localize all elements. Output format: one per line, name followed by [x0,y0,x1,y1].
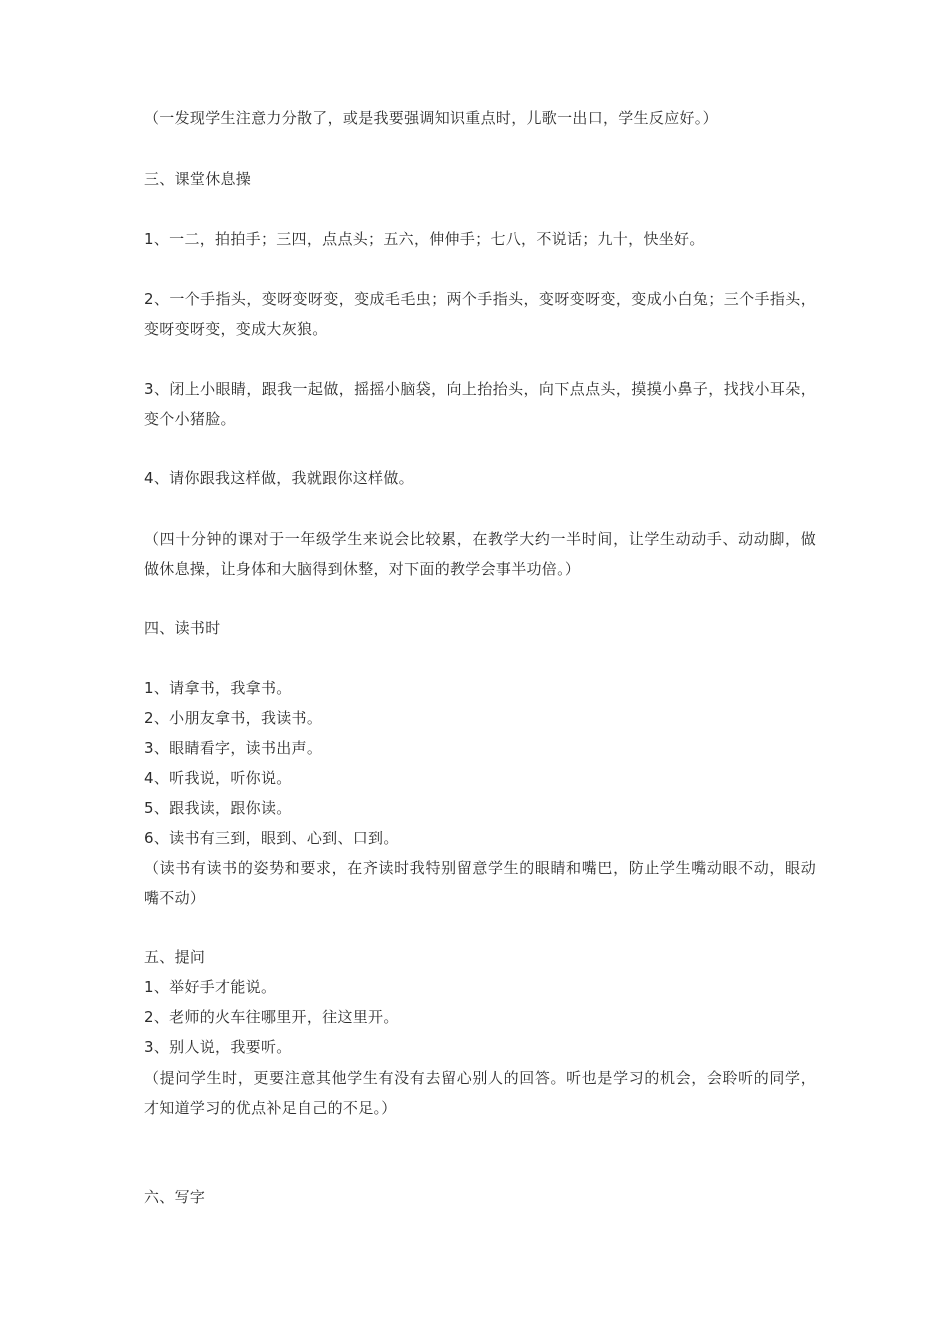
list-item: 1、举好手才能说。 [144,978,277,996]
list-item: 3、闭上小眼睛，跟我一起做，摇摇小脑袋，向上抬抬头，向下点点头，摸摸小鼻子，找找小耳朵，变个小猪脸。 [144,380,816,428]
section-heading: 三、课堂休息操 [144,170,252,188]
list-item: 4、听我说，听你说。 [144,769,292,787]
note-paragraph: （提问学生时，更要注意其他学生有没有去留心别人的回答。听也是学习的机会，会聆听的同学，才知道学习的优点补足自己的不足。） [144,1069,816,1117]
note-paragraph: （读书有读书的姿势和要求，在齐读时我特别留意学生的眼睛和嘴巴，防止学生嘴动眼不动，眼动嘴不动） [144,859,816,907]
section-heading: 五、提问 [144,948,206,966]
list-item: 3、别人说，我要听。 [144,1038,292,1056]
list-item: 1、一二，拍拍手；三四，点点头；五六，伸伸手；七八，不说话；九十，快坐好。 [144,230,705,248]
list-item: 1、请拿书，我拿书。 [144,679,292,697]
section-heading: 六、写字 [144,1188,206,1206]
list-item: 4、请你跟我这样做，我就跟你这样做。 [144,469,414,487]
list-item: 6、读书有三到，眼到、心到、口到。 [144,829,399,847]
list-item: 2、一个手指头，变呀变呀变，变成毛毛虫；两个手指头，变呀变呀变，变成小白兔；三个手指头，变呀变呀变，变成大灰狼。 [144,290,816,338]
list-item: 5、跟我读，跟你读。 [144,799,292,817]
list-item: 3、眼睛看字，读书出声。 [144,739,323,757]
section-heading: 四、读书时 [144,619,221,637]
note-paragraph: （一发现学生注意力分散了，或是我要强调知识重点时，儿歌一出口，学生反应好。） [144,109,718,127]
list-item: 2、老师的火车往哪里开，往这里开。 [144,1008,399,1026]
list-item: 2、小朋友拿书，我读书。 [144,709,323,727]
note-paragraph: （四十分钟的课对于一年级学生来说会比较累，在教学大约一半时间，让学生动动手、动动脚，做做休息操，让身体和大脑得到休整，对下面的教学会事半功倍。） [144,530,816,578]
